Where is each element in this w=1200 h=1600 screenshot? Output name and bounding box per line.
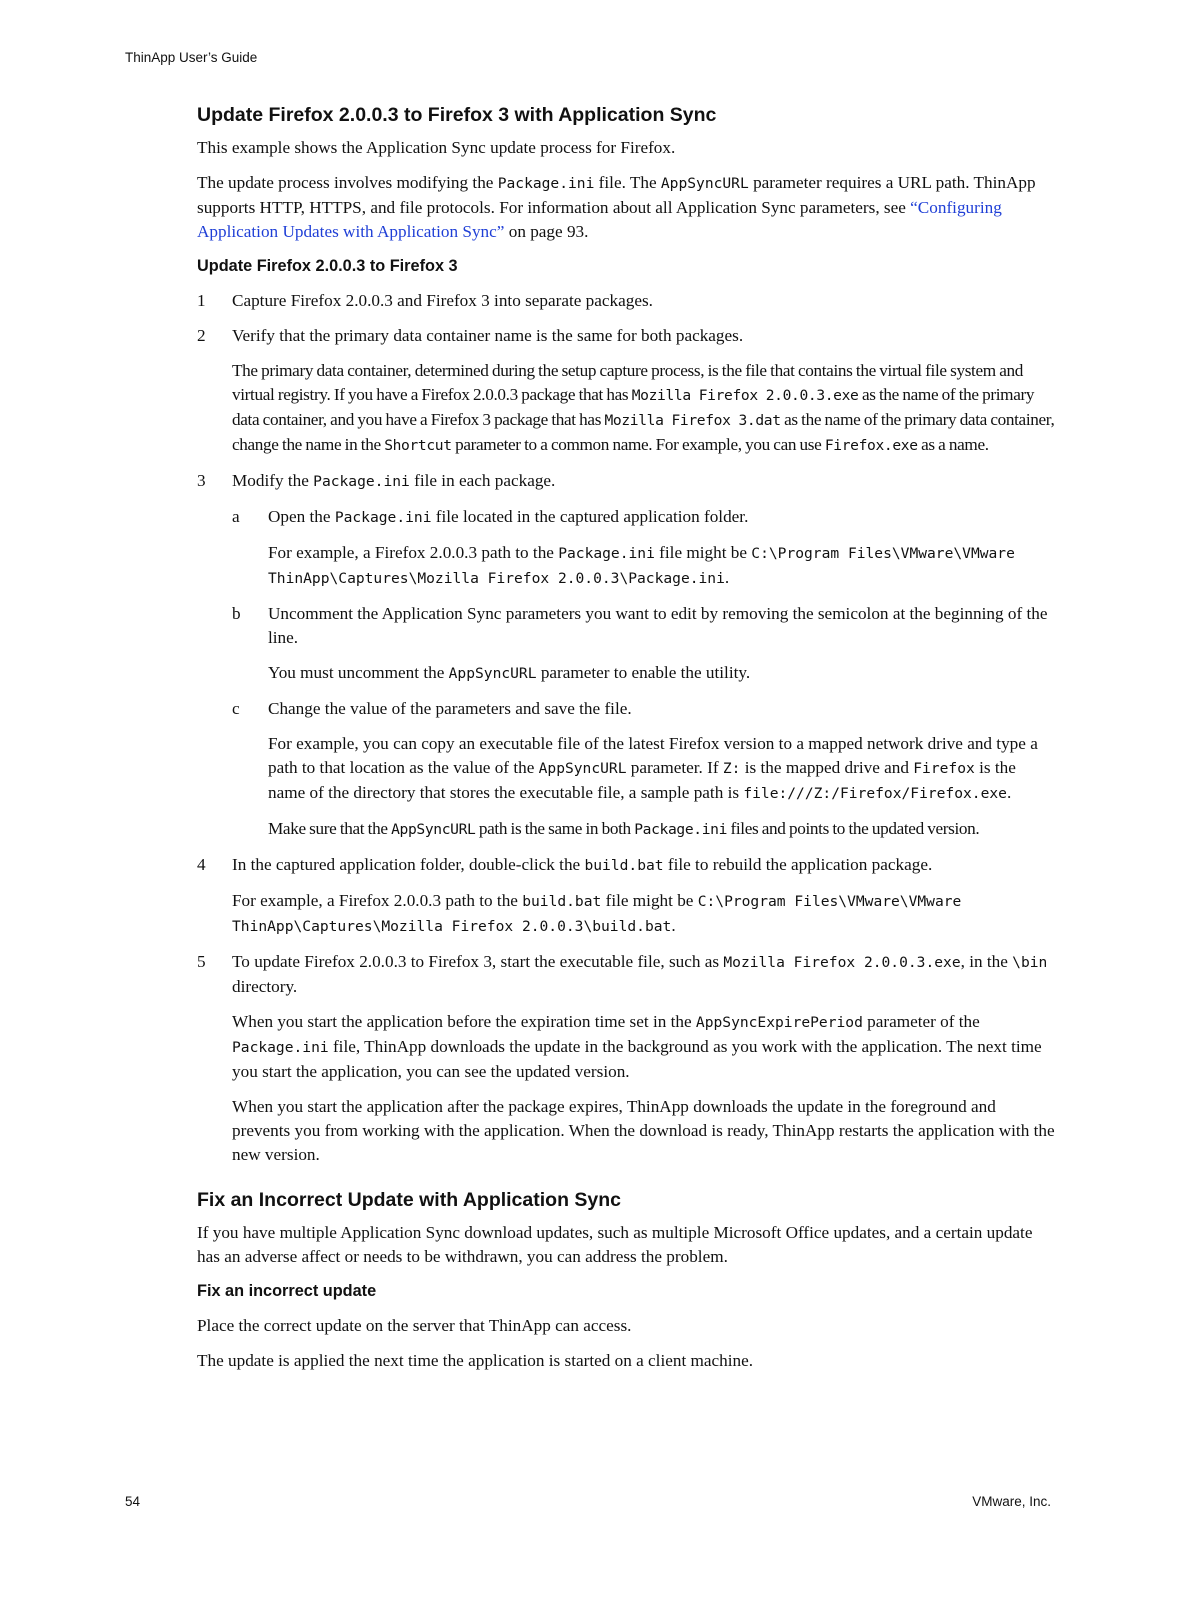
step-number: 5 [197, 952, 206, 971]
substep-text: Change the value of the parameters and save the file. [268, 699, 632, 718]
step-text: Verify that the primary data container name is the same for both packages. [232, 326, 744, 345]
substep-note: Make sure that the AppSyncURL path is the same in both Package.ini files and points to the updated version. [268, 819, 980, 838]
substep-text: Open the Package.ini file located in the captured application folder. [268, 507, 749, 526]
step-2 [197, 324, 1057, 458]
intro-paragraph: This example shows the Application Sync update process for Firefox. [197, 138, 676, 157]
substep-letter: a [232, 507, 240, 526]
step-4 [197, 853, 1057, 939]
code-package-ini: Package.ini [497, 175, 595, 192]
step-number: 2 [197, 326, 206, 345]
substep-b [232, 602, 1057, 686]
step-text: To update Firefox 2.0.0.3 to Firefox 3, start the executable file, such as Mozilla Firefox 2.0.0.3.exe, in the \bin directory. [232, 952, 1048, 996]
substep-note: You must uncomment the AppSyncURL parameter to enable the utility. [268, 663, 751, 682]
fix-paragraph-2: The update is applied the next time the application is started on a client machine. [197, 1351, 754, 1370]
step-5 [197, 950, 1057, 1167]
fix-intro-paragraph: If you have multiple Application Sync download updates, such as multiple Microsoft Office updates, and a certain update has an adverse affect or needs to be withdrawn, you can address the problem. [197, 1223, 1033, 1266]
code-appsyncurl: AppSyncURL [660, 175, 749, 192]
step-1 [197, 289, 1057, 313]
update-process-paragraph: The update process involves modifying the Package.ini file. The AppSyncURL parameter requires a URL path. ThinApp supports HTTP, HTTPS, and file protocols. For information about all Application Sync parameters, see “Configuring Application Updates with Application Sync” on page 93. [197, 173, 1036, 241]
procedure-heading-update-firefox: Update Firefox 2.0.0.3 to Firefox 3 [197, 257, 458, 275]
step-text: Modify the Package.ini file in each package. [232, 471, 556, 490]
substep-a [232, 505, 1057, 591]
page-content [197, 102, 1057, 1384]
step-detail: When you start the application before the expiration time set in the AppSyncExpirePeriod parameter of the Package.ini file, ThinApp downloads the update in the background as you work with the application. The next time you start the application, you can see the updated version. [232, 1012, 1042, 1081]
substep-example: For example, you can copy an executable file of the latest Firefox version to a mapped network drive and type a path to that location as the value of the AppSyncURL parameter. If Z: is the mapped drive and Firefox is the name of the directory that stores the executable file, a sample path is file:///Z:/Firefox/Firefox.exe. [268, 734, 1038, 802]
step-text: In the captured application folder, double-click the build.bat file to rebuild the application package. [232, 855, 933, 874]
substep-example: For example, a Firefox 2.0.0.3 path to the Package.ini file might be C:\Program Files\VMware\VMware ThinApp\Captures\Mozilla Firefox 2.0.0.3\Package.ini. [268, 543, 1015, 587]
step-3 [197, 469, 1057, 842]
footer-company: VMware, Inc. [972, 1494, 1051, 1509]
procedure-heading-fix-update: Fix an incorrect update [197, 1282, 377, 1300]
step-text: Capture Firefox 2.0.0.3 and Firefox 3 into separate packages. [232, 291, 653, 310]
step-number: 3 [197, 471, 206, 490]
step-detail: The primary data container, determined during the setup capture process, is the file that contains the virtual file system and virtual registry. If you have a Firefox 2.0.0.3 package that has Mozilla Firefox 2.0.0.3.exe as the name of the primary data container, and you have a Firefox 3 package that has Mozilla Firefox 3.dat as the name of the primary data container, change the name in the Shortcut parameter to a common name. For example, you can use Firefox.exe as a name. [232, 361, 1055, 454]
substep-letter: c [232, 699, 240, 718]
step-number: 4 [197, 855, 206, 874]
step-number: 1 [197, 291, 206, 310]
section-heading-fix-update: Fix an Incorrect Update with Application Sync [197, 1189, 622, 1211]
cross-reference-link[interactable]: “Configuring Application Updates with Application Sync” [197, 198, 1002, 241]
substep-c [232, 697, 1057, 842]
section-heading-update-firefox: Update Firefox 2.0.0.3 to Firefox 3 with Application Sync [197, 104, 717, 126]
substep-text: Uncomment the Application Sync parameters you want to edit by removing the semicolon at the beginning of the line. [268, 604, 1048, 647]
step-example: For example, a Firefox 2.0.0.3 path to the build.bat file might be C:\Program Files\VMware\VMware ThinApp\Captures\Mozilla Firefox 2.0.0.3\build.bat. [232, 891, 962, 935]
page-number: 54 [125, 1494, 141, 1509]
substep-letter: b [232, 604, 241, 623]
running-head: ThinApp User’s Guide [125, 50, 258, 65]
fix-paragraph-1: Place the correct update on the server that ThinApp can access. [197, 1316, 632, 1335]
step-detail: When you start the application after the package expires, ThinApp downloads the update in the foreground and prevents you from working with the application. When the download is ready, ThinApp restarts the application with the new version. [232, 1097, 1055, 1164]
